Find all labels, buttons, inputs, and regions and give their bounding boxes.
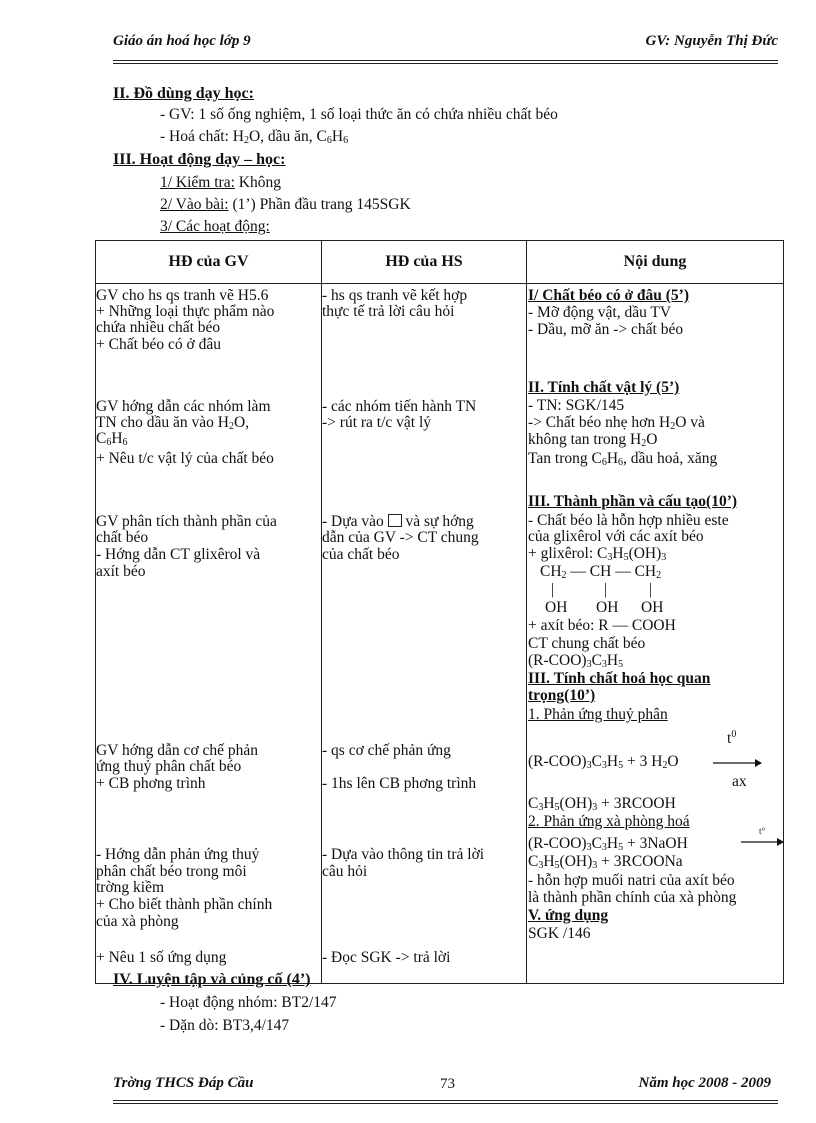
gv-line: trờng kiềm (96, 879, 165, 896)
bond-line: | (604, 581, 608, 598)
gv-line: + Nêu t/c vật lý của chất béo (96, 450, 274, 467)
gv-line: GV cho hs qs tranh vẽ H5.6 (96, 287, 269, 304)
content-line: - Chất béo là hỗn hợp nhiều este (528, 512, 729, 529)
gv-line: - Hớng dẫn phản ứng thuỷ (96, 846, 260, 863)
footer-right: Năm học 2008 - 2009 (638, 1075, 771, 1091)
content-line: không tan trong $H_2O$ (528, 431, 658, 449)
hs-line: - qs cơ chế phản ứng (322, 742, 451, 759)
hs-line: -> rút ra t/c vật lý (322, 414, 432, 431)
gv-line: chứa nhiều chất béo (96, 319, 221, 336)
content-line: - TN: SGK/145 (528, 397, 625, 414)
content-column (527, 284, 784, 984)
oh-group: OH (545, 599, 568, 616)
content-heading: V. ứng dụng (528, 907, 609, 924)
content-line: CT chung chất béo (528, 635, 646, 652)
text-line: - GV: 1 số ống nghiệm, 1 số loại thức ăn có chứa nhiều chất béo (160, 106, 558, 123)
gv-line: của xà phòng (96, 913, 179, 930)
gv-column (96, 284, 322, 984)
text-line: 3/ Các hoạt động: (160, 218, 270, 235)
glycerol-chain: $CH_2$ — CH — $CH_2$ (540, 563, 662, 581)
content-line: của glixêrol với các axít béo (528, 528, 704, 545)
text-line: 1/ Kiểm tra: Không (160, 174, 281, 191)
header-content: Nội dung (527, 241, 784, 284)
header-hs: HĐ của HS (322, 241, 527, 284)
section-title: III. Hoạt động dạy – học: (113, 151, 286, 168)
page-number: 73 (440, 1076, 455, 1092)
header-rule (113, 60, 778, 61)
section-title: IV. Luyện tập và củng cố (4’) (113, 971, 311, 988)
footer-rule-2 (113, 1103, 778, 1104)
gv-line: + CB phơng trình (96, 775, 206, 792)
gv-line: GV hớng dẫn các nhóm làm (96, 398, 271, 415)
hs-line: - Dựa vào và sự hớng (322, 513, 474, 530)
text-line: - Dặn dò: BT3,4/147 (160, 1017, 290, 1034)
content-line: SGK /146 (528, 925, 591, 942)
gv-line: + Nêu 1 số ứng dụng (96, 949, 227, 966)
reaction-arrow-icon (739, 834, 785, 850)
header-gv: HĐ của GV (96, 241, 322, 284)
reaction-condition: $t^0$ (727, 729, 737, 748)
header-left: Giáo án hoá học lớp 9 (113, 33, 251, 49)
reaction-line: $C_3H_5(OH)_3$ + 3RCOONa (528, 853, 683, 871)
lesson-table (95, 240, 784, 984)
hs-line: thực tế trả lời câu hỏi (322, 303, 455, 320)
content-line: 2. Phản ứng xà phòng hoá (528, 813, 690, 830)
hs-line: - các nhóm tiến hành TN (322, 398, 477, 415)
content-line: là thành phần chính của xà phòng (528, 889, 737, 906)
gv-line: ứng thuỷ phân chất béo (96, 758, 242, 775)
reaction-condition: t° (759, 826, 766, 836)
gv-line: TN cho dầu ăn vào $H_2O$, (96, 414, 250, 432)
header-right: GV: Nguyễn Thị Đức (645, 33, 778, 49)
reaction-line: $(R-COO)_3C_3H_5$ + 3NaOH (528, 835, 688, 853)
gv-line: phân chất béo trong môi (96, 863, 247, 880)
content-line: + glixêrol: $C_3H_5(OH)_3$ (528, 545, 667, 563)
gv-line: $C_6H_6$ (96, 430, 128, 448)
content-heading: trọng(10’) (528, 687, 596, 704)
content-heading: III. Tính chất hoá học quan (528, 670, 711, 687)
hs-line: - Dựa vào thông tin trả lời (322, 846, 485, 863)
content-line: $(R-COO)_3C_3H_5$ (528, 652, 624, 670)
gv-line: chất béo (96, 529, 149, 546)
content-heading: I/ Chất béo có ở đâu (5’) (528, 287, 690, 304)
content-line: -> Chất béo nhẹ hơn $H_2O$ và (528, 414, 705, 432)
footer-left: Trờng THCS Đáp Cầu (113, 1075, 254, 1091)
content-line: - Dầu, mỡ ăn -> chất béo (528, 321, 684, 338)
hs-line: của chất béo (322, 546, 400, 563)
hs-line: - hs qs tranh vẽ kết hợp (322, 287, 468, 304)
reaction-arrow-icon (711, 754, 763, 770)
gv-line: GV phân tích thành phần của (96, 513, 277, 530)
reaction-condition: ax (732, 773, 747, 790)
hs-column (322, 284, 527, 984)
bond-line: | (649, 581, 653, 598)
bond-line: | (551, 581, 555, 598)
header-rule-2 (113, 63, 778, 64)
text-line: 2/ Vào bài: (1’) Phần đầu trang 145SGK (160, 196, 411, 213)
oh-group: OH (641, 599, 664, 616)
hs-line: - Đọc SGK -> trả lời (322, 949, 451, 966)
gv-line: + Cho biết thành phần chính (96, 896, 273, 913)
content-line: Tan trong $C_6H_6$, dầu hoả, xăng (528, 450, 718, 468)
gv-line: + Những loại thực phẩm nào (96, 303, 275, 320)
oh-group: OH (596, 599, 619, 616)
footer-rule (113, 1100, 778, 1101)
text-line: - Hoạt động nhóm: BT2/147 (160, 994, 337, 1011)
box-symbol-icon (388, 514, 402, 527)
text-line: - Hoá chất: $H_2O$, dầu ăn, $C_6H_6$ (160, 128, 349, 146)
gv-line: axít béo (96, 563, 146, 580)
reaction-line: $(R-COO)_3C_3H_5 + 3$ $H_2O$ (528, 753, 679, 771)
hs-line: dẫn của GV -> CT chung (322, 529, 479, 546)
gv-line: GV hớng dẫn cơ chế phản (96, 742, 259, 759)
content-heading: III. Thành phần và cấu tạo(10’) (528, 493, 738, 510)
hs-line: câu hỏi (322, 863, 368, 880)
gv-line: - Hớng dẫn CT glixêrol và (96, 546, 261, 563)
hs-line: - 1hs lên CB phơng trình (322, 775, 477, 792)
section-title: II. Đồ dùng dạy học: (113, 85, 254, 102)
content-heading: II. Tính chất vật lý (5’) (528, 379, 680, 396)
content-line: - Mỡ động vật, dầu TV (528, 304, 672, 321)
content-line: - hỗn hợp muối natri của axít béo (528, 872, 735, 889)
gv-line: + Chất béo có ở đâu (96, 336, 221, 353)
content-line: + axít béo: R — COOH (528, 617, 676, 634)
reaction-line: $C_3H_5(OH)_3$ + 3RCOOH (528, 795, 676, 813)
content-line: 1. Phản ứng thuỷ phân (528, 706, 668, 723)
